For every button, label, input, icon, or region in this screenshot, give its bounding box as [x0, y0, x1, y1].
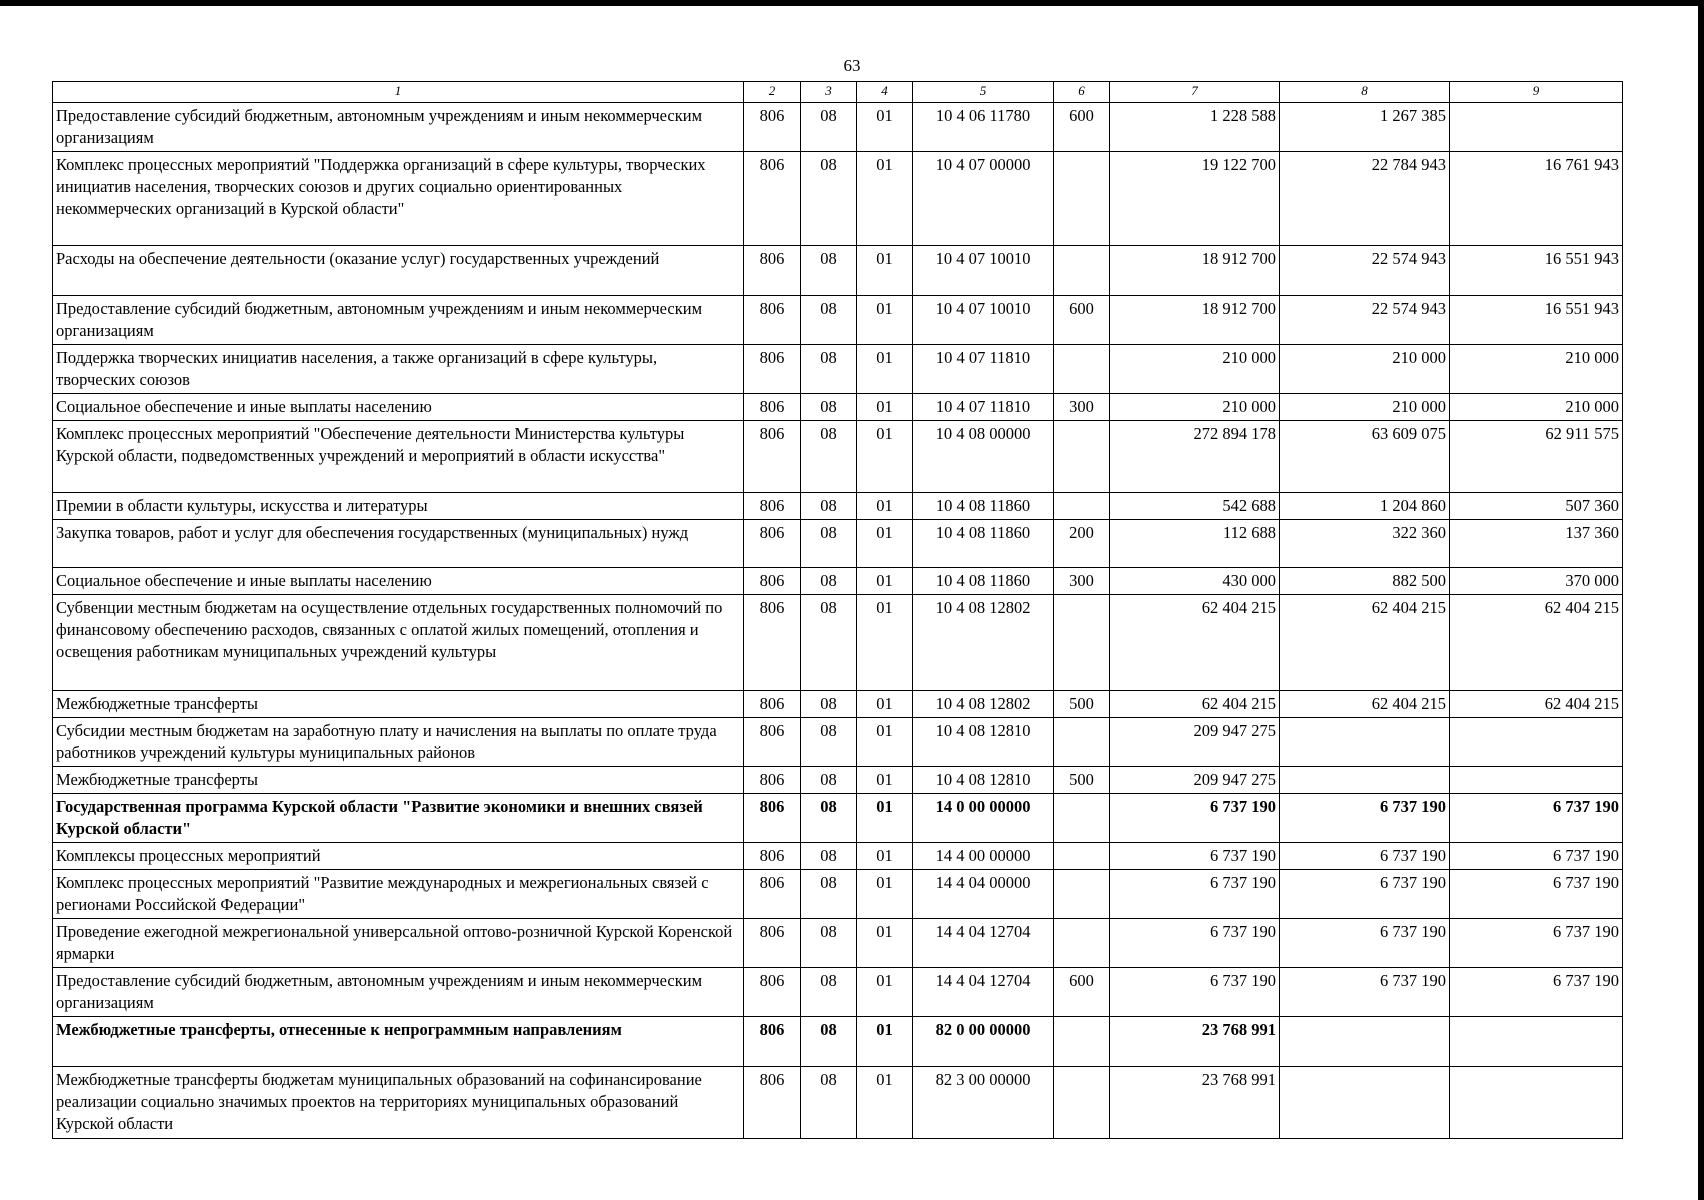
ministry-code: 806	[744, 520, 801, 568]
amount-col8: 210 000	[1280, 345, 1450, 394]
expense-type	[1054, 919, 1110, 968]
amount-col9: 507 360	[1450, 493, 1623, 520]
column-header-7: 7	[1110, 82, 1280, 103]
target-article: 10 4 07 00000	[913, 152, 1054, 246]
table-row	[53, 843, 1623, 870]
expense-type: 300	[1054, 394, 1110, 421]
ministry-code: 806	[744, 246, 801, 296]
amount-col7: 272 894 178	[1110, 421, 1280, 493]
column-header-5: 5	[913, 82, 1054, 103]
amount-col7: 1 228 588	[1110, 103, 1280, 152]
row-name: Межбюджетные трансферты, отнесенные к непрограммным направлениям	[53, 1017, 744, 1067]
amount-col9	[1450, 718, 1623, 767]
amount-col8: 62 404 215	[1280, 691, 1450, 718]
column-header-1: 1	[53, 82, 744, 103]
amount-col9: 210 000	[1450, 394, 1623, 421]
amount-col8: 882 500	[1280, 568, 1450, 595]
row-name: Расходы на обеспечение деятельности (оказание услуг) государственных учреждений	[53, 246, 744, 296]
subsection-code: 01	[857, 421, 913, 493]
section-code: 08	[801, 919, 857, 968]
amount-col8: 62 404 215	[1280, 595, 1450, 691]
subsection-code: 01	[857, 394, 913, 421]
amount-col9: 137 360	[1450, 520, 1623, 568]
amount-col7: 6 737 190	[1110, 919, 1280, 968]
scan-right-edge	[1698, 0, 1704, 1200]
ministry-code: 806	[744, 870, 801, 919]
amount-col8: 6 737 190	[1280, 843, 1450, 870]
column-header-6: 6	[1054, 82, 1110, 103]
table-row	[53, 718, 1623, 767]
expense-type	[1054, 493, 1110, 520]
amount-col9: 16 761 943	[1450, 152, 1623, 246]
table-row	[53, 1067, 1623, 1139]
row-name: Межбюджетные трансферты	[53, 691, 744, 718]
amount-col7: 23 768 991	[1110, 1067, 1280, 1139]
row-name: Субсидии местным бюджетам на заработную плату и начисления на выплаты по оплате труда работников учреждений культуры муниципальных районов	[53, 718, 744, 767]
amount-col9: 6 737 190	[1450, 794, 1623, 843]
column-header-4: 4	[857, 82, 913, 103]
section-code: 08	[801, 345, 857, 394]
expense-type	[1054, 246, 1110, 296]
subsection-code: 01	[857, 1067, 913, 1139]
target-article: 14 4 04 12704	[913, 968, 1054, 1017]
amount-col8	[1280, 767, 1450, 794]
target-article: 10 4 08 11860	[913, 493, 1054, 520]
amount-col9: 16 551 943	[1450, 296, 1623, 345]
target-article: 10 4 08 12810	[913, 767, 1054, 794]
expense-type: 300	[1054, 568, 1110, 595]
table-row	[53, 103, 1623, 152]
expense-type: 500	[1054, 691, 1110, 718]
target-article: 14 4 04 00000	[913, 870, 1054, 919]
subsection-code: 01	[857, 691, 913, 718]
row-name: Социальное обеспечение и иные выплаты населению	[53, 394, 744, 421]
section-code: 08	[801, 493, 857, 520]
table-row	[53, 1017, 1623, 1067]
amount-col7: 542 688	[1110, 493, 1280, 520]
row-name: Государственная программа Курской области "Развитие экономики и внешних связей Курской области"	[53, 794, 744, 843]
section-code: 08	[801, 568, 857, 595]
table-row	[53, 767, 1623, 794]
row-name: Премии в области культуры, искусства и литературы	[53, 493, 744, 520]
subsection-code: 01	[857, 246, 913, 296]
row-name: Предоставление субсидий бюджетным, автономным учреждениям и иным некоммерческим организациям	[53, 296, 744, 345]
amount-col8: 6 737 190	[1280, 870, 1450, 919]
expense-type: 600	[1054, 103, 1110, 152]
expense-type	[1054, 794, 1110, 843]
row-name: Субвенции местным бюджетам на осуществление отдельных государственных полномочий по финансовому обеспечению расходов, связанных с оплатой жилых помещений, отопления и освещения работникам муниципальных учреждений культуры	[53, 595, 744, 691]
ministry-code: 806	[744, 421, 801, 493]
amount-col8: 22 574 943	[1280, 246, 1450, 296]
subsection-code: 01	[857, 919, 913, 968]
row-name: Межбюджетные трансферты бюджетам муниципальных образований на софинансирование реализации социально значимых проектов на территориях муниципальных образований Курской области	[53, 1067, 744, 1139]
amount-col7: 6 737 190	[1110, 843, 1280, 870]
amount-col7: 6 737 190	[1110, 794, 1280, 843]
amount-col9: 62 404 215	[1450, 691, 1623, 718]
amount-col8: 63 609 075	[1280, 421, 1450, 493]
column-header-3: 3	[801, 82, 857, 103]
target-article: 14 4 04 12704	[913, 919, 1054, 968]
amount-col8: 1 267 385	[1280, 103, 1450, 152]
amount-col7: 18 912 700	[1110, 246, 1280, 296]
subsection-code: 01	[857, 296, 913, 345]
table-row	[53, 794, 1623, 843]
table-row	[53, 691, 1623, 718]
row-name: Межбюджетные трансферты	[53, 767, 744, 794]
ministry-code: 806	[744, 767, 801, 794]
amount-col8	[1280, 1067, 1450, 1139]
ministry-code: 806	[744, 1017, 801, 1067]
table-row	[53, 394, 1623, 421]
amount-col9: 6 737 190	[1450, 968, 1623, 1017]
ministry-code: 806	[744, 718, 801, 767]
column-header-9: 9	[1450, 82, 1623, 103]
amount-col9	[1450, 103, 1623, 152]
subsection-code: 01	[857, 568, 913, 595]
target-article: 82 3 00 00000	[913, 1067, 1054, 1139]
section-code: 08	[801, 152, 857, 246]
section-code: 08	[801, 718, 857, 767]
subsection-code: 01	[857, 345, 913, 394]
subsection-code: 01	[857, 1017, 913, 1067]
table-row	[53, 568, 1623, 595]
subsection-code: 01	[857, 968, 913, 1017]
subsection-code: 01	[857, 520, 913, 568]
ministry-code: 806	[744, 968, 801, 1017]
section-code: 08	[801, 843, 857, 870]
row-name: Комплекс процессных мероприятий "Поддержка организаций в сфере культуры, творческих инициатив населения, творческих союзов и других социально ориентированных некоммерческих организаций в Курской области"	[53, 152, 744, 246]
amount-col7: 62 404 215	[1110, 595, 1280, 691]
table-row	[53, 520, 1623, 568]
amount-col8: 22 574 943	[1280, 296, 1450, 345]
row-name: Поддержка творческих инициатив населения, а также организаций в сфере культуры, творческих союзов	[53, 345, 744, 394]
subsection-code: 01	[857, 595, 913, 691]
amount-col7: 18 912 700	[1110, 296, 1280, 345]
target-article: 82 0 00 00000	[913, 1017, 1054, 1067]
column-header-8: 8	[1280, 82, 1450, 103]
amount-col9: 6 737 190	[1450, 870, 1623, 919]
section-code: 08	[801, 520, 857, 568]
target-article: 10 4 08 11860	[913, 520, 1054, 568]
row-name: Социальное обеспечение и иные выплаты населению	[53, 568, 744, 595]
expense-type	[1054, 421, 1110, 493]
table-row	[53, 493, 1623, 520]
expense-type: 200	[1054, 520, 1110, 568]
page-number: 63	[843, 56, 861, 75]
section-code: 08	[801, 595, 857, 691]
subsection-code: 01	[857, 843, 913, 870]
section-code: 08	[801, 968, 857, 1017]
row-name: Комплексы процессных мероприятий	[53, 843, 744, 870]
row-name: Закупка товаров, работ и услуг для обеспечения государственных (муниципальных) нужд	[53, 520, 744, 568]
ministry-code: 806	[744, 152, 801, 246]
amount-col8: 322 360	[1280, 520, 1450, 568]
amount-col8: 6 737 190	[1280, 794, 1450, 843]
target-article: 10 4 08 12802	[913, 595, 1054, 691]
ministry-code: 806	[744, 919, 801, 968]
section-code: 08	[801, 691, 857, 718]
subsection-code: 01	[857, 794, 913, 843]
amount-col7: 209 947 275	[1110, 718, 1280, 767]
expense-type	[1054, 1067, 1110, 1139]
expense-type: 600	[1054, 968, 1110, 1017]
ministry-code: 806	[744, 843, 801, 870]
ministry-code: 806	[744, 296, 801, 345]
expense-type	[1054, 870, 1110, 919]
column-header-2: 2	[744, 82, 801, 103]
row-name: Комплекс процессных мероприятий "Обеспечение деятельности Министерства культуры Курской области, подведомственных учреждений и мероприятий в области искусства"	[53, 421, 744, 493]
subsection-code: 01	[857, 767, 913, 794]
section-code: 08	[801, 103, 857, 152]
amount-col9	[1450, 767, 1623, 794]
amount-col9	[1450, 1017, 1623, 1067]
amount-col7: 6 737 190	[1110, 968, 1280, 1017]
subsection-code: 01	[857, 493, 913, 520]
ministry-code: 806	[744, 103, 801, 152]
section-code: 08	[801, 767, 857, 794]
target-article: 10 4 08 11860	[913, 568, 1054, 595]
target-article: 10 4 06 11780	[913, 103, 1054, 152]
row-name: Проведение ежегодной межрегиональной универсальной оптово-розничной Курской Коренской ярмарки	[53, 919, 744, 968]
target-article: 10 4 07 10010	[913, 246, 1054, 296]
table-row	[53, 421, 1623, 493]
ministry-code: 806	[744, 394, 801, 421]
amount-col8: 6 737 190	[1280, 968, 1450, 1017]
amount-col8	[1280, 1017, 1450, 1067]
amount-col7: 430 000	[1110, 568, 1280, 595]
amount-col7: 209 947 275	[1110, 767, 1280, 794]
amount-col7: 112 688	[1110, 520, 1280, 568]
target-article: 10 4 07 10010	[913, 296, 1054, 345]
subsection-code: 01	[857, 870, 913, 919]
section-code: 08	[801, 296, 857, 345]
ministry-code: 806	[744, 345, 801, 394]
amount-col8	[1280, 718, 1450, 767]
row-name: Предоставление субсидий бюджетным, автономным учреждениям и иным некоммерческим организациям	[53, 103, 744, 152]
table-row	[53, 246, 1623, 296]
amount-col9: 62 911 575	[1450, 421, 1623, 493]
section-code: 08	[801, 1017, 857, 1067]
amount-col8: 1 204 860	[1280, 493, 1450, 520]
section-code: 08	[801, 394, 857, 421]
expense-type	[1054, 595, 1110, 691]
section-code: 08	[801, 1067, 857, 1139]
target-article: 10 4 07 11810	[913, 345, 1054, 394]
ministry-code: 806	[744, 568, 801, 595]
table-body	[53, 103, 1623, 1139]
amount-col7: 23 768 991	[1110, 1017, 1280, 1067]
amount-col9: 210 000	[1450, 345, 1623, 394]
target-article: 14 0 00 00000	[913, 794, 1054, 843]
amount-col7: 210 000	[1110, 394, 1280, 421]
section-code: 08	[801, 246, 857, 296]
amount-col9: 62 404 215	[1450, 595, 1623, 691]
table-row	[53, 345, 1623, 394]
scan-top-edge	[0, 0, 1704, 6]
target-article: 10 4 07 11810	[913, 394, 1054, 421]
column-number-row	[53, 82, 1623, 103]
amount-col8: 22 784 943	[1280, 152, 1450, 246]
expense-type	[1054, 1017, 1110, 1067]
ministry-code: 806	[744, 595, 801, 691]
table-row	[53, 296, 1623, 345]
target-article: 10 4 08 12810	[913, 718, 1054, 767]
expense-type	[1054, 152, 1110, 246]
table-row	[53, 595, 1623, 691]
amount-col7: 210 000	[1110, 345, 1280, 394]
table-row	[53, 870, 1623, 919]
amount-col9: 16 551 943	[1450, 246, 1623, 296]
amount-col7: 19 122 700	[1110, 152, 1280, 246]
section-code: 08	[801, 870, 857, 919]
amount-col9: 370 000	[1450, 568, 1623, 595]
ministry-code: 806	[744, 794, 801, 843]
target-article: 14 4 00 00000	[913, 843, 1054, 870]
expense-type: 600	[1054, 296, 1110, 345]
table-row	[53, 152, 1623, 246]
ministry-code: 806	[744, 691, 801, 718]
expense-type	[1054, 345, 1110, 394]
expense-type	[1054, 718, 1110, 767]
section-code: 08	[801, 794, 857, 843]
target-article: 10 4 08 00000	[913, 421, 1054, 493]
amount-col8: 6 737 190	[1280, 919, 1450, 968]
amount-col8: 210 000	[1280, 394, 1450, 421]
amount-col7: 62 404 215	[1110, 691, 1280, 718]
amount-col7: 6 737 190	[1110, 870, 1280, 919]
subsection-code: 01	[857, 152, 913, 246]
section-code: 08	[801, 421, 857, 493]
target-article: 10 4 08 12802	[913, 691, 1054, 718]
table-row	[53, 968, 1623, 1017]
row-name: Предоставление субсидий бюджетным, автономным учреждениям и иным некоммерческим организациям	[53, 968, 744, 1017]
amount-col9	[1450, 1067, 1623, 1139]
budget-table	[52, 81, 1623, 1139]
amount-col9: 6 737 190	[1450, 919, 1623, 968]
table-row	[53, 919, 1623, 968]
subsection-code: 01	[857, 103, 913, 152]
amount-col9: 6 737 190	[1450, 843, 1623, 870]
expense-type: 500	[1054, 767, 1110, 794]
ministry-code: 806	[744, 1067, 801, 1139]
row-name: Комплекс процессных мероприятий "Развитие международных и межрегиональных связей с регионами Российской Федерации"	[53, 870, 744, 919]
subsection-code: 01	[857, 718, 913, 767]
ministry-code: 806	[744, 493, 801, 520]
expense-type	[1054, 843, 1110, 870]
